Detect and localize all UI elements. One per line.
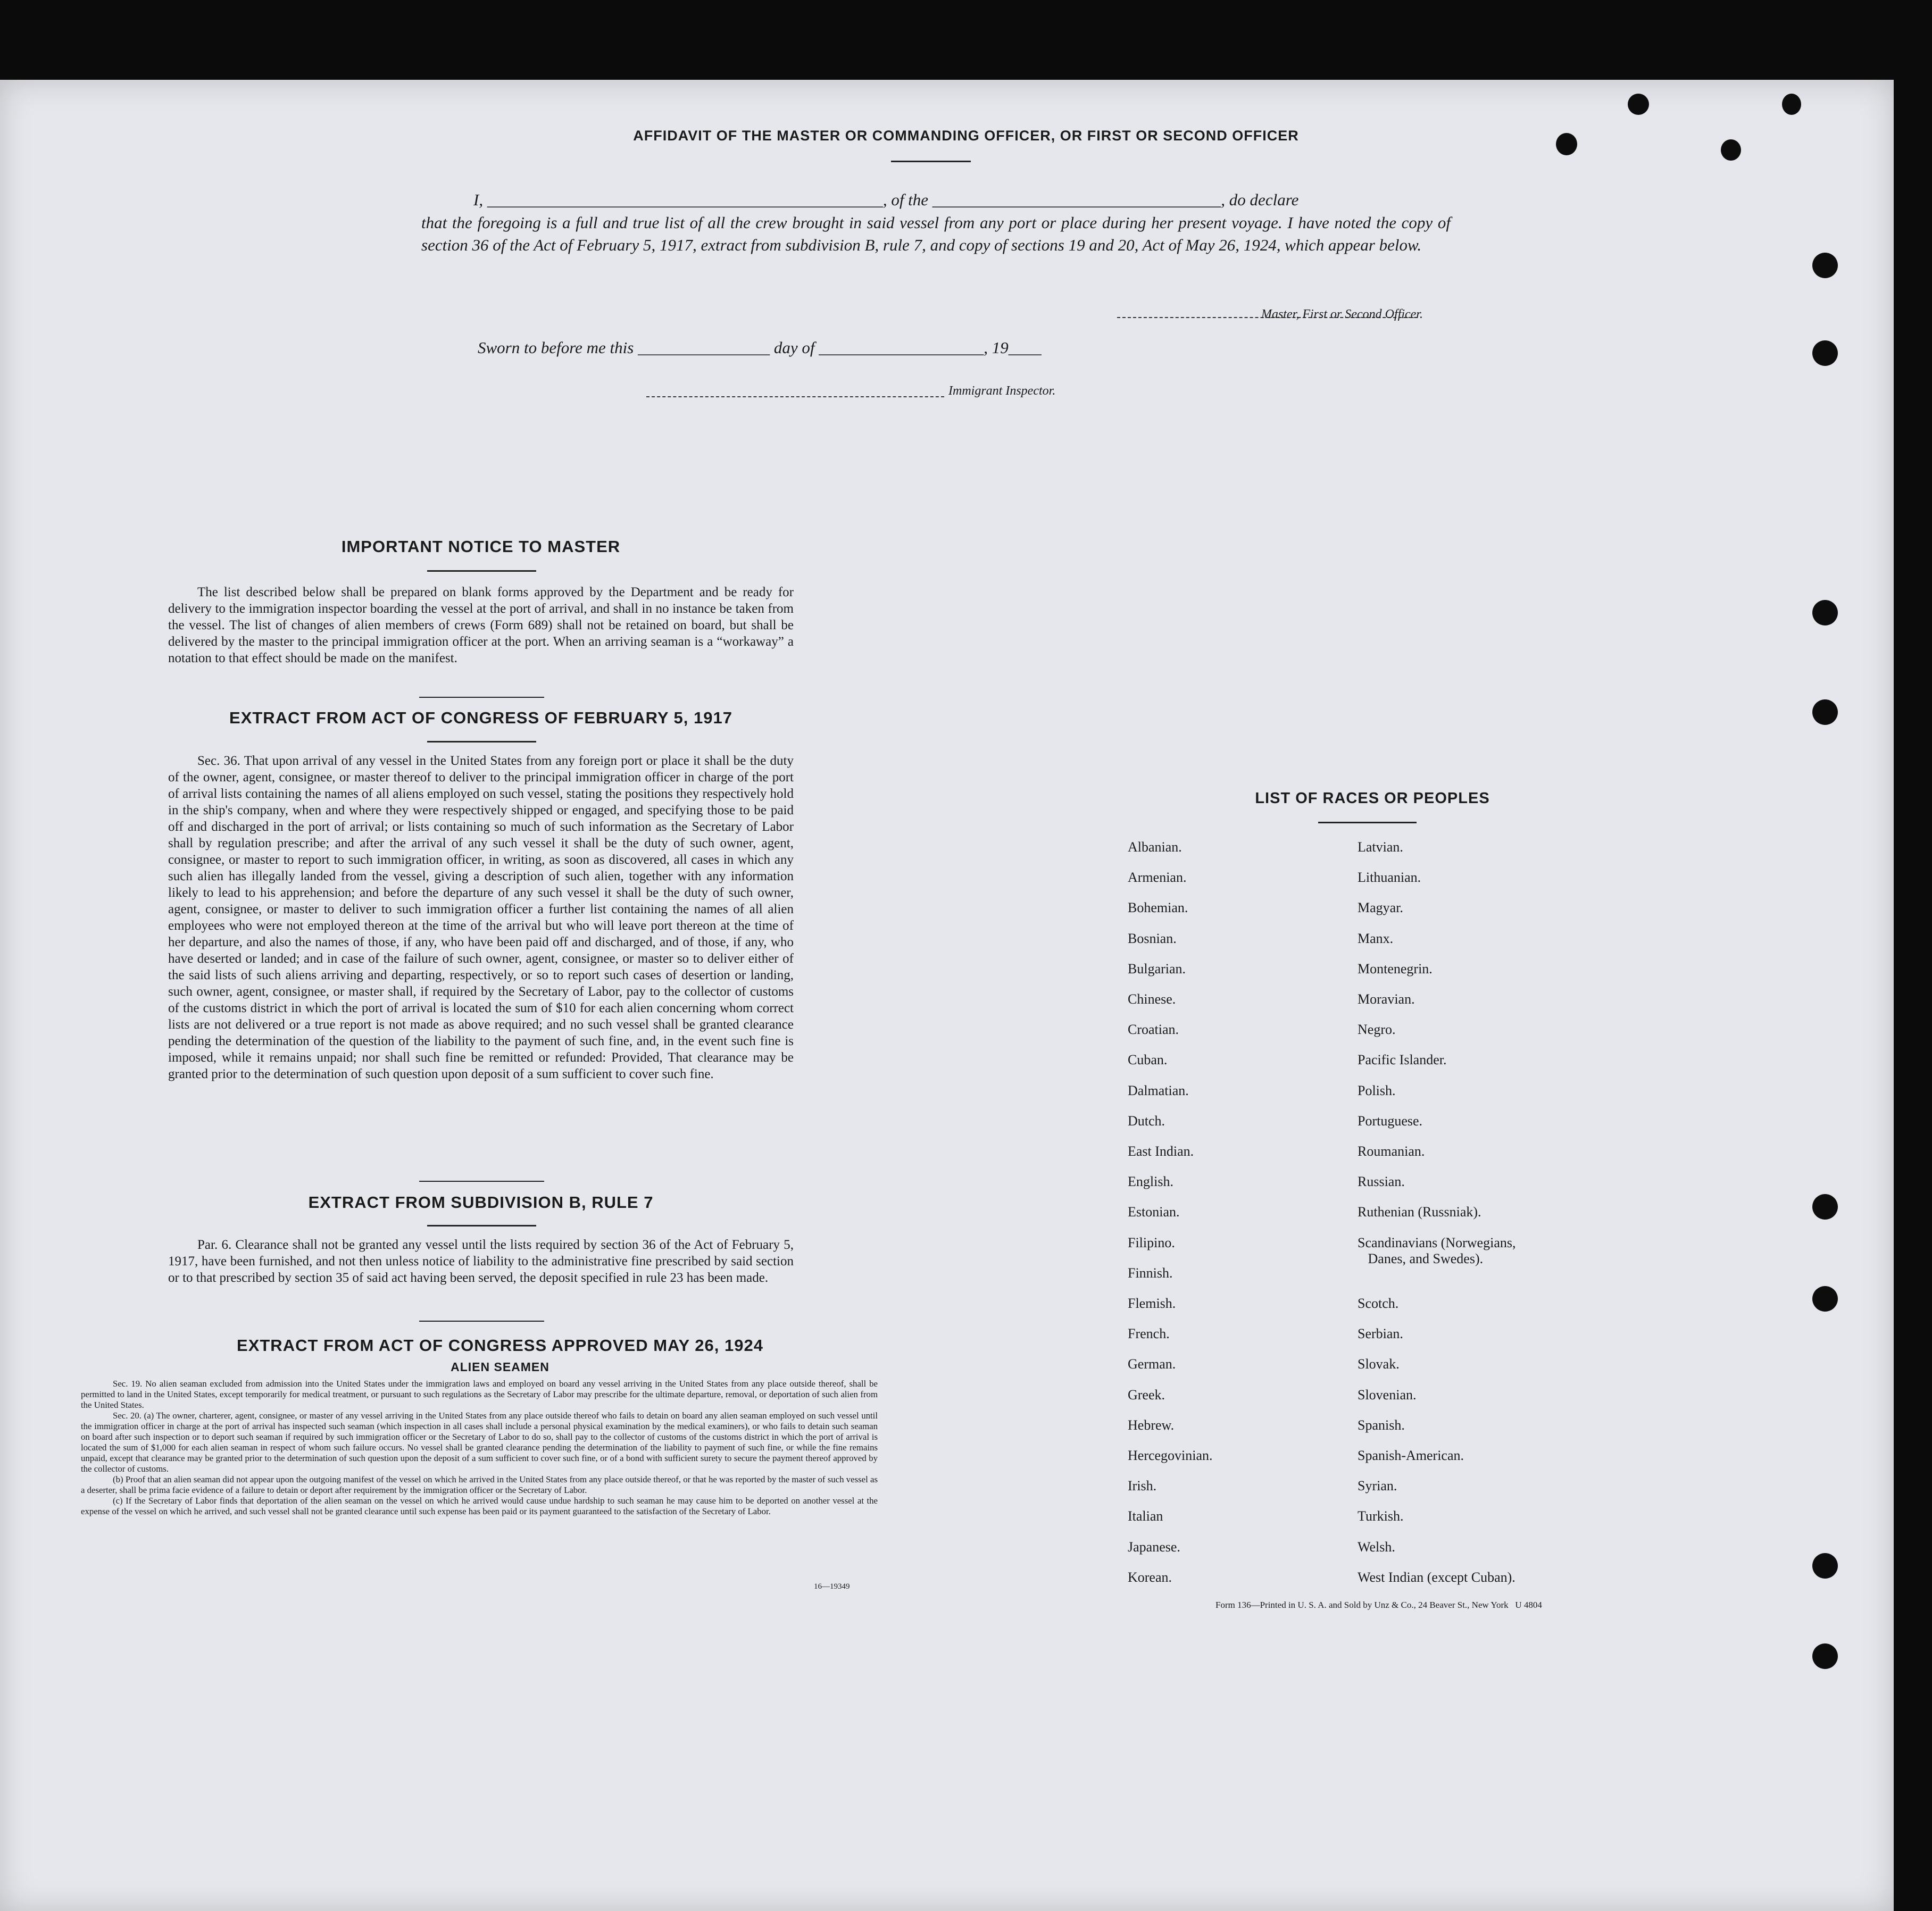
- form-printer-note: Form 136—Printed in U. S. A. and Sold by Unz & Co., 24 Beaver St., New York U 4804: [1215, 1600, 1542, 1610]
- race-item: East Indian.: [1128, 1144, 1194, 1159]
- race-item: Croatian.: [1128, 1022, 1179, 1038]
- divider: [1318, 822, 1417, 823]
- race-item: Ruthenian (Russniak).: [1358, 1204, 1481, 1220]
- race-item: Estonian.: [1128, 1204, 1180, 1220]
- race-item: Bohemian.: [1128, 900, 1188, 916]
- race-item: Russian.: [1358, 1174, 1405, 1190]
- race-item: Slovenian.: [1358, 1387, 1417, 1403]
- race-item: Filipino.: [1128, 1234, 1175, 1250]
- punch-hole: [1812, 1286, 1838, 1312]
- race-item: Hercegovinian.: [1128, 1448, 1213, 1463]
- punch-hole: [1812, 253, 1838, 278]
- race-item: Pacific Islander.: [1358, 1052, 1447, 1068]
- race-item: Spanish-American.: [1358, 1448, 1464, 1463]
- divider: [419, 697, 544, 698]
- divider: [891, 161, 971, 162]
- punch-hole: [1812, 1194, 1838, 1220]
- race-item: Magyar.: [1358, 900, 1403, 916]
- divider: [427, 570, 536, 572]
- notice-title: IMPORTANT NOTICE TO MASTER: [341, 537, 621, 556]
- punch-hole: [1812, 600, 1838, 625]
- divider: [427, 741, 536, 742]
- race-item: Finnish.: [1128, 1265, 1173, 1281]
- sec20c-paragraph: (c) If the Secretary of Labor finds that deportation of the alien seaman on the vessel on which he arrived would cause undue hardship to such seaman he may cause him to be deported on another vessel at the expense of the vessel on which he arrived, and such vessel shall not be granted clearance until such expense has been paid or its payment guaranteed to the satisfaction of the Secretary of Labor.: [81, 1496, 878, 1516]
- sec20a-paragraph: Sec. 20. (a) The owner, charterer, agent, consignee, or master of any vessel arriving in the United States from any place outside thereof who fails to detain on board any alien seaman employed on such vessel until the immigration officer in charge at the port of arrival has inspected such seaman (which inspection in all cases shall include a personal physical examination by the medical examiners), or who fails to detain such seaman on board after such inspection or to deport such seaman if required by such immigration officer or the Secretary of Labor to do so, shall pay to the collector of customs of the customs district in which the port of arrival is located the sum of $1,000 for each alien seaman in respect of whom such failure occurs. No vessel shall be granted clearance pending the determination of the liability to payment of such fine, or while the fine remains unpaid, except that clearance may be granted prior to the determination of such question upon the deposit of a sum sufficient to cover such fine, or of a bond with sufficient surety to secure the payment thereof approved by the collector of customs.: [81, 1411, 878, 1474]
- race-item: English.: [1128, 1174, 1173, 1190]
- affidavit-declaration-line: I, ________________________________________________, of the ___________________________________, do declare: [473, 190, 1299, 209]
- sworn-line: Sworn to before me this ________________ day of ____________________, 19____: [478, 338, 1042, 357]
- race-item: Welsh.: [1358, 1539, 1395, 1555]
- race-item: Lithuanian.: [1358, 870, 1421, 886]
- race-item: Roumanian.: [1358, 1144, 1425, 1159]
- race-item: Bosnian.: [1128, 930, 1177, 946]
- race-item: French.: [1128, 1326, 1170, 1342]
- extract-rule7-text: Par. 6. Clearance shall not be granted any vessel until the lists required by section 36 of the Act of February 5, 1917, have been furnished, and not then unless notice of liability to the administrative fine prescribed by said section or to that prescribed by section 35 of said act having been served, the deposit specified in rule 23 has been made.: [168, 1238, 794, 1285]
- race-item: Spanish.: [1358, 1417, 1405, 1433]
- extract-rule7-title: EXTRACT FROM SUBDIVISION B, RULE 7: [308, 1193, 654, 1212]
- punch-hole: [1628, 94, 1649, 115]
- extract-1924-title: EXTRACT FROM ACT OF CONGRESS APPROVED MAY 26, 1924: [237, 1336, 763, 1355]
- extract-1924-text: [81, 1379, 878, 1517]
- divider: [419, 1321, 544, 1322]
- notice-text: The list described below shall be prepared on blank forms approved by the Department and be ready for delivery to the immigration inspector boarding the vessel at the port of arrival, and shall in no instance be taken from the vessel. The list of changes of alien members of crews (Form 689) shall not be retained on board, but shall be delivered by the master to the principal immigration officer at the port. When an arriving seaman is a “workaway” a notation to that effect should be made on the manifest.: [168, 585, 794, 665]
- divider: [427, 1225, 536, 1226]
- punch-hole: [1812, 1643, 1838, 1669]
- race-item: Dalmatian.: [1128, 1082, 1189, 1098]
- race-item: Scotch.: [1358, 1296, 1399, 1311]
- punch-hole: [1782, 94, 1801, 115]
- race-item: Slovak.: [1358, 1356, 1400, 1372]
- race-item: Moravian.: [1358, 991, 1415, 1007]
- sec19-paragraph: Sec. 19. No alien seaman excluded from admission into the United States under the immigration laws and employed on board any vessel arriving in the United States from any place outside thereof, shall be permitted to land in the United States, except temporarily for medical treatment, or pursuant to such regulations as the Secretary of Labor may prescribe for the ultimate departure, removal, or deportation of such alien from the United States.: [81, 1379, 878, 1410]
- inspector-signature-line: [646, 396, 944, 397]
- races-title: LIST OF RACES OR PEOPLES: [1255, 790, 1490, 807]
- race-item: Bulgarian.: [1128, 961, 1186, 977]
- officer-signature-label: Master, First or Second Officer.: [1261, 307, 1423, 321]
- race-item: Polish.: [1358, 1082, 1396, 1098]
- race-item: Cuban.: [1128, 1052, 1168, 1068]
- race-item: Serbian.: [1358, 1326, 1403, 1342]
- race-item: Syrian.: [1358, 1478, 1397, 1494]
- race-item: Scandinavians (Norwegians, Danes, and Swedes).: [1358, 1234, 1516, 1266]
- race-item: Italian: [1128, 1508, 1163, 1524]
- sec20b-paragraph: (b) Proof that an alien seaman did not appear upon the outgoing manifest of the vessel on which he arrived in the United States from any place outside thereof, or that he was reported by the master of such vessel as a deserter, shall be prima facie evidence of a failure to detain or deport after requirement by the immigration officer or the Secretary of Labor.: [81, 1474, 878, 1495]
- race-item: Korean.: [1128, 1569, 1172, 1585]
- divider: [419, 1181, 544, 1182]
- race-item: Turkish.: [1358, 1508, 1404, 1524]
- punch-hole: [1812, 340, 1838, 366]
- race-item: Hebrew.: [1128, 1417, 1175, 1433]
- affidavit-body: that the foregoing is a full and true list of all the crew brought in said vessel from any port or place during her present voyage. I have noted the copy of section 36 of the Act of February 5, 1917, extract from subdivision B, rule 7, and copy of sections 19 and 20, Act of May 26, 1924, which appear below.: [421, 213, 1451, 254]
- punch-hole: [1812, 699, 1838, 725]
- race-item: Portuguese.: [1358, 1113, 1423, 1129]
- race-item: Montenegrin.: [1358, 961, 1433, 977]
- race-item: Greek.: [1128, 1387, 1165, 1403]
- race-item: Albanian.: [1128, 839, 1182, 855]
- extract-1924-subtitle: ALIEN SEAMEN: [451, 1360, 549, 1374]
- inspector-label: Immigrant Inspector.: [948, 384, 1056, 398]
- race-item: Dutch.: [1128, 1113, 1165, 1129]
- race-item: West Indian (except Cuban).: [1358, 1569, 1515, 1585]
- punch-hole: [1812, 1553, 1838, 1579]
- affidavit-title: AFFIDAVIT OF THE MASTER OR COMMANDING OFFICER, OR FIRST OR SECOND OFFICER: [633, 128, 1299, 144]
- race-item: German.: [1128, 1356, 1176, 1372]
- race-item: Negro.: [1358, 1022, 1396, 1038]
- extract-1917-title: EXTRACT FROM ACT OF CONGRESS OF FEBRUARY 5, 1917: [229, 708, 732, 727]
- race-item: Chinese.: [1128, 991, 1176, 1007]
- race-item: Latvian.: [1358, 839, 1403, 855]
- race-item: Irish.: [1128, 1478, 1157, 1494]
- extract-1917-text: Sec. 36. That upon arrival of any vessel in the United States from any foreign port or place it shall be the duty of the owner, agent, consignee, or master thereof to deliver to the principal immigration officer in charge of the port of arrival lists containing the names of all aliens employed on such vessel, stating the positions they respectively hold in the ship's company, when and where they were respectively shipped or engaged, and specifying those to be paid off and discharged in the port of arrival; or lists containing so much of such information as the Secretary of Labor shall by regulation prescribe; and after the arrival of any such vessel it shall be the duty of such owner, agent, consignee, or master to report to such immigration officer, in writing, as soon as discovered, all cases in which any such alien has illegally landed from the vessel, giving a description of such alien, together with any information likely to lead to his apprehension; and before the departure of any such vessel it shall be the duty of such owner, agent, consignee, or master to deliver to such immigration officer a further list containing the names of all alien employees who were not employed thereon at the time of the arrival but who will leave port thereon at the time of her departure, and also the names of those, if any, who have been paid off and discharged, and of those, if any, who have deserted or landed; and in case of the failure of such owner, agent, consignee, or master so to deliver either of the said lists of such aliens arriving and departing, respectively, or so to report such cases of desertion or landing, such owner, agent, consignee, or master shall, if required by the Secretary of Labor, pay to the collector of customs of the customs district in which the port of arrival is located the sum of $10 for each alien concerning whom correct lists are not delivered or a true report is not made as above required; and no such vessel shall be granted clearance pending the determination of the question of the liability to the payment of such fine, and, in the event such fine is imposed, while it remains unpaid; nor shall such fine be remitted or refunded: Provided, That clearance may be granted prior to the determination of such question upon deposit of a sum sufficient to cover such fine.: [168, 754, 794, 1081]
- race-item: Armenian.: [1128, 870, 1187, 886]
- race-item: Japanese.: [1128, 1539, 1180, 1555]
- race-item: Manx.: [1358, 930, 1394, 946]
- race-item: Flemish.: [1128, 1296, 1176, 1311]
- form-number: 16—19349: [814, 1582, 850, 1591]
